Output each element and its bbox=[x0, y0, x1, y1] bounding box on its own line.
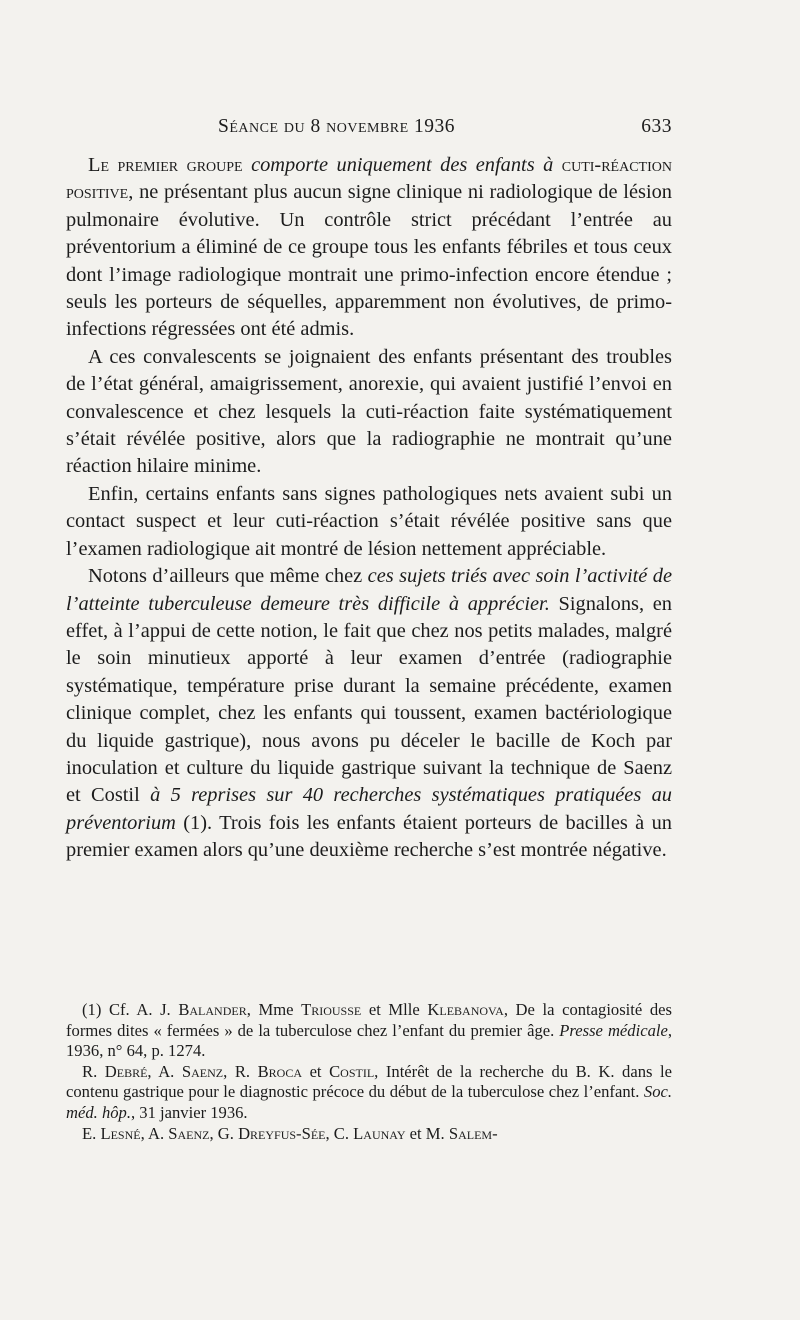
fn3-author-lesne: Lesné bbox=[100, 1123, 141, 1143]
paragraph-3: Enfin, certains enfants sans signes pathologiques nets avaient subi un contact suspect et leur cuti-réaction s’était révélée positive sans que l’examen radiologique ait montré de lésion nettement appréciable. bbox=[66, 482, 672, 560]
p1-italic: comporte uniquement des enfants à bbox=[242, 154, 562, 176]
footnote-2 bbox=[66, 1062, 672, 1124]
fn2-f: , 31 janvier 1936. bbox=[130, 1102, 248, 1122]
fn1-author-triousse: Triousse bbox=[301, 1000, 362, 1019]
p1-rest: , ne présentant plus aucun signe clinique ni radiologique de lésion pulmonaire évolutive. Un contrôle strict précédant l’entrée au préventorium a éliminé de ce groupe tous les enfants fébriles et tous ceux dont l’image radiologique montrait une primo-infection encore étendue ; seuls les porteurs de séquelles, apparemment non évolutives, de primo-infections régressées ont été admis. bbox=[66, 181, 672, 341]
fn2-author-debre: Debré bbox=[104, 1061, 148, 1081]
footnote-3 bbox=[66, 1124, 672, 1145]
footnotes bbox=[66, 1000, 672, 1144]
running-title-prefix: Séance du bbox=[218, 116, 306, 137]
running-title-month: novembre bbox=[326, 116, 409, 137]
fn2-author-saenz: Saenz bbox=[181, 1061, 224, 1081]
fn3-e: et M. bbox=[405, 1123, 449, 1143]
fn1-author-klebanova: Klebanova bbox=[427, 1000, 504, 1019]
fn1-journal: Presse médicale bbox=[559, 1020, 668, 1040]
fn1-a: (1) Cf. A. J. bbox=[82, 1000, 179, 1019]
running-title bbox=[218, 116, 455, 138]
p4-italic-2: à 5 reprises sur 40 recherches systématiques pratiquées au préventorium bbox=[66, 784, 672, 834]
fn3-c: , G. bbox=[209, 1123, 239, 1143]
fn1-author-balander: Balander bbox=[178, 1000, 247, 1019]
fn3-b: , A. bbox=[140, 1123, 169, 1143]
p4-a: Notons d’ailleurs que même chez bbox=[88, 565, 368, 588]
running-title-year: 1936 bbox=[414, 116, 456, 137]
fn2-author-costil: Costil bbox=[329, 1061, 375, 1081]
paragraph-2: A ces convalescents se joignaient des enfants présentant des troubles de l’état général, amaigrissement, anorexie, qui avaient justifié l’envoi en convalescence et chez lesquels la cuti-réaction faite systématiquement s’était révélée positive, alors que la radiographie ne montrait qu’une réaction hilaire minime. bbox=[66, 345, 672, 478]
fn2-author-broca: Broca bbox=[257, 1061, 303, 1081]
fn3-author-launay: Launay bbox=[353, 1123, 406, 1143]
fn3-a: E. bbox=[82, 1123, 101, 1143]
fn1-e: , 1936, n° 64, p. 1274. bbox=[66, 1020, 672, 1061]
p1-lead: Le premier groupe bbox=[88, 154, 243, 176]
fn2-a: R. bbox=[82, 1061, 105, 1081]
running-head bbox=[66, 116, 672, 146]
p4-italic-1: ces sujets triés avec soin l’activité de l’atteinte tuberculeuse demeure très difficile à apprécier. bbox=[66, 565, 672, 615]
fn2-e: , Intérêt de la recherche du B. K. dans le contenu gastrique pour le diagnostic précoce du début de la tuberculose chez l’enfant. bbox=[66, 1061, 672, 1102]
p4-c: Signalons, en effet, à l’appui de cette notion, le fait que chez nos petits malades, malgré le soin minutieux apporté à leur examen d’entrée (radiographie systématique, température prise durant la semaine précédente, examen clinique complet, chez les enfants qui toussent, examen bactériologique du liquide gastrique), nous avons pu déceler le bacille de Koch par inoculation et culture du liquide gastrique suivant la technique de Saenz et Costil bbox=[66, 592, 672, 807]
p4-e: (1). Trois fois les enfants étaient porteurs de bacilles à un premier examen alors qu’une deuxième recherche s’est montrée négative. bbox=[66, 811, 672, 862]
fn2-journal: Soc. méd. hôp. bbox=[66, 1082, 672, 1122]
paragraph-4 bbox=[66, 563, 672, 864]
fn3-d: , C. bbox=[325, 1123, 354, 1143]
fn1-d: , De la contagiosité des formes dites « fermées » de la tuberculose chez l’enfant du premier âge. bbox=[66, 1000, 672, 1040]
page-number: 633 bbox=[641, 116, 672, 137]
fn1-b: , Mme bbox=[246, 1000, 302, 1019]
fn2-d: et bbox=[302, 1061, 330, 1081]
body-text bbox=[66, 152, 672, 865]
fn2-c: , R. bbox=[223, 1061, 258, 1081]
fn3-author-salem: Salem- bbox=[448, 1123, 498, 1143]
fn2-b: , A. bbox=[147, 1061, 182, 1081]
fn1-c: et Mlle bbox=[361, 1000, 428, 1019]
paragraph-1 bbox=[66, 152, 672, 344]
running-title-day: 8 bbox=[310, 116, 321, 137]
fn3-author-dreyfus: Dreyfus-Sée bbox=[238, 1123, 326, 1143]
fn3-author-saenz: Saenz bbox=[168, 1123, 210, 1143]
footnote-1 bbox=[66, 1000, 672, 1062]
p1-smallcaps: cuti-réaction positive bbox=[66, 154, 672, 204]
